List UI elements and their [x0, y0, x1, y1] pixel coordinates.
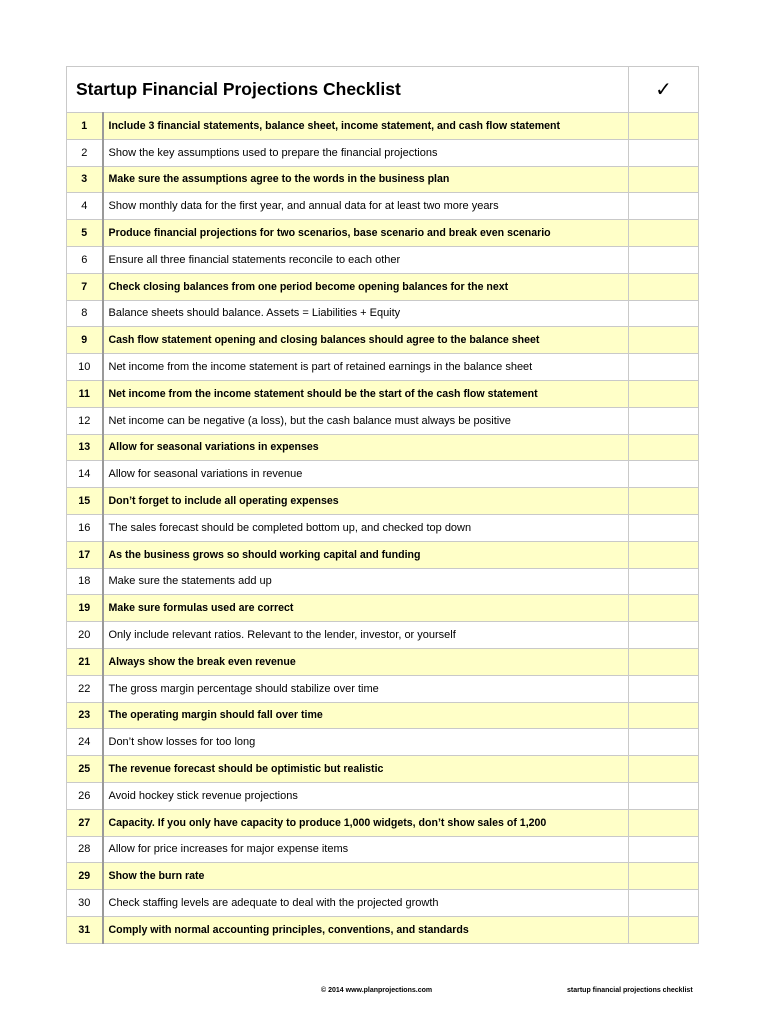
item-number: 20 — [67, 622, 103, 649]
check-cell[interactable] — [629, 193, 699, 220]
item-number: 15 — [67, 488, 103, 515]
item-number: 26 — [67, 782, 103, 809]
check-cell[interactable] — [629, 595, 699, 622]
checklist-header-row — [67, 67, 699, 113]
footer-copyright: © 2014 www.planprojections.com — [321, 987, 433, 994]
checklist-row — [67, 514, 699, 541]
checklist-row — [67, 246, 699, 273]
item-text: Cash flow statement opening and closing balances should agree to the balance sheet — [103, 327, 629, 354]
item-text: Check closing balances from one period become opening balances for the next — [103, 273, 629, 300]
check-cell[interactable] — [629, 836, 699, 863]
item-number: 23 — [67, 702, 103, 729]
check-cell[interactable] — [629, 756, 699, 783]
checklist-row — [67, 756, 699, 783]
item-number: 18 — [67, 568, 103, 595]
checklist-row — [67, 166, 699, 193]
check-cell[interactable] — [629, 380, 699, 407]
check-cell[interactable] — [629, 166, 699, 193]
check-cell[interactable] — [629, 916, 699, 943]
item-number: 24 — [67, 729, 103, 756]
footer-document-name: startup financial projections checklist — [567, 987, 693, 994]
check-cell[interactable] — [629, 702, 699, 729]
item-text: The sales forecast should be completed bottom up, and checked top down — [103, 514, 629, 541]
check-cell[interactable] — [629, 622, 699, 649]
checklist-row — [67, 916, 699, 943]
checklist-row — [67, 488, 699, 515]
item-text: The operating margin should fall over time — [103, 702, 629, 729]
checklist-row — [67, 354, 699, 381]
item-text: Avoid hockey stick revenue projections — [103, 782, 629, 809]
item-text: Include 3 financial statements, balance sheet, income statement, and cash flow statement — [103, 113, 629, 140]
item-text: Comply with normal accounting principles, conventions, and standards — [103, 916, 629, 943]
checklist-row — [67, 139, 699, 166]
item-number: 4 — [67, 193, 103, 220]
item-text: Allow for seasonal variations in expenses — [103, 434, 629, 461]
item-number: 3 — [67, 166, 103, 193]
checklist-row — [67, 273, 699, 300]
check-cell[interactable] — [629, 461, 699, 488]
check-cell[interactable] — [629, 273, 699, 300]
item-number: 21 — [67, 648, 103, 675]
check-cell[interactable] — [629, 434, 699, 461]
checklist-row — [67, 782, 699, 809]
item-number: 9 — [67, 327, 103, 354]
checklist-row — [67, 461, 699, 488]
check-cell[interactable] — [629, 407, 699, 434]
check-cell[interactable] — [629, 327, 699, 354]
item-text: Show monthly data for the first year, and annual data for at least two more years — [103, 193, 629, 220]
checklist-row — [67, 622, 699, 649]
check-cell[interactable] — [629, 890, 699, 917]
checklist-row — [67, 113, 699, 140]
item-number: 10 — [67, 354, 103, 381]
checklist-row — [67, 702, 699, 729]
item-number: 2 — [67, 139, 103, 166]
item-number: 31 — [67, 916, 103, 943]
check-cell[interactable] — [629, 809, 699, 836]
checklist-row — [67, 220, 699, 247]
check-cell[interactable] — [629, 300, 699, 327]
item-text: As the business grows so should working capital and funding — [103, 541, 629, 568]
item-text: Check staffing levels are adequate to deal with the projected growth — [103, 890, 629, 917]
checklist-row — [67, 193, 699, 220]
item-text: Allow for seasonal variations in revenue — [103, 461, 629, 488]
check-cell[interactable] — [629, 863, 699, 890]
item-text: Make sure the assumptions agree to the words in the business plan — [103, 166, 629, 193]
checklist-table — [66, 66, 699, 944]
item-number: 22 — [67, 675, 103, 702]
check-cell[interactable] — [629, 139, 699, 166]
page-title: Startup Financial Projections Checklist — [67, 67, 629, 113]
item-number: 11 — [67, 380, 103, 407]
item-number: 13 — [67, 434, 103, 461]
item-text: Ensure all three financial statements reconcile to each other — [103, 246, 629, 273]
check-cell[interactable] — [629, 220, 699, 247]
item-number: 14 — [67, 461, 103, 488]
checklist-row — [67, 890, 699, 917]
item-number: 7 — [67, 273, 103, 300]
item-text: Show the key assumptions used to prepare the financial projections — [103, 139, 629, 166]
item-number: 27 — [67, 809, 103, 836]
item-text: Don’t forget to include all operating expenses — [103, 488, 629, 515]
checklist-row — [67, 407, 699, 434]
item-text: Net income from the income statement is part of retained earnings in the balance sheet — [103, 354, 629, 381]
check-cell[interactable] — [629, 541, 699, 568]
check-cell[interactable] — [629, 568, 699, 595]
item-text: Capacity. If you only have capacity to produce 1,000 widgets, don’t show sales of 1,200 — [103, 809, 629, 836]
check-cell[interactable] — [629, 354, 699, 381]
item-number: 19 — [67, 595, 103, 622]
item-text: Make sure the statements add up — [103, 568, 629, 595]
check-cell[interactable] — [629, 488, 699, 515]
check-cell[interactable] — [629, 514, 699, 541]
item-text: Always show the break even revenue — [103, 648, 629, 675]
check-cell[interactable] — [629, 675, 699, 702]
item-text: Net income can be negative (a loss), but the cash balance must always be positive — [103, 407, 629, 434]
item-number: 1 — [67, 113, 103, 140]
checklist-row — [67, 541, 699, 568]
checklist-row — [67, 434, 699, 461]
item-text: Balance sheets should balance. Assets = Liabilities + Equity — [103, 300, 629, 327]
item-number: 12 — [67, 407, 103, 434]
item-text: Show the burn rate — [103, 863, 629, 890]
item-number: 6 — [67, 246, 103, 273]
check-cell[interactable] — [629, 246, 699, 273]
item-text: Don’t show losses for too long — [103, 729, 629, 756]
item-text: Make sure formulas used are correct — [103, 595, 629, 622]
checklist-row — [67, 836, 699, 863]
item-number: 16 — [67, 514, 103, 541]
item-text: Only include relevant ratios. Relevant to the lender, investor, or yourself — [103, 622, 629, 649]
checkmark-icon: ✓ — [629, 67, 699, 113]
check-cell[interactable] — [629, 729, 699, 756]
checklist-row — [67, 648, 699, 675]
item-text: Allow for price increases for major expense items — [103, 836, 629, 863]
item-text: Net income from the income statement should be the start of the cash flow statement — [103, 380, 629, 407]
checklist-row — [67, 300, 699, 327]
item-text: The gross margin percentage should stabilize over time — [103, 675, 629, 702]
check-cell[interactable] — [629, 648, 699, 675]
checklist-row — [67, 595, 699, 622]
item-number: 30 — [67, 890, 103, 917]
checklist-row — [67, 327, 699, 354]
checklist-row — [67, 863, 699, 890]
item-text: Produce financial projections for two scenarios, base scenario and break even scenario — [103, 220, 629, 247]
checklist-row — [67, 568, 699, 595]
item-number: 28 — [67, 836, 103, 863]
item-number: 17 — [67, 541, 103, 568]
checklist-row — [67, 729, 699, 756]
item-number: 25 — [67, 756, 103, 783]
checklist-row — [67, 809, 699, 836]
checklist-row — [67, 675, 699, 702]
checklist-row — [67, 380, 699, 407]
item-number: 29 — [67, 863, 103, 890]
check-cell[interactable] — [629, 782, 699, 809]
item-text: The revenue forecast should be optimistic but realistic — [103, 756, 629, 783]
check-cell[interactable] — [629, 113, 699, 140]
item-number: 8 — [67, 300, 103, 327]
item-number: 5 — [67, 220, 103, 247]
